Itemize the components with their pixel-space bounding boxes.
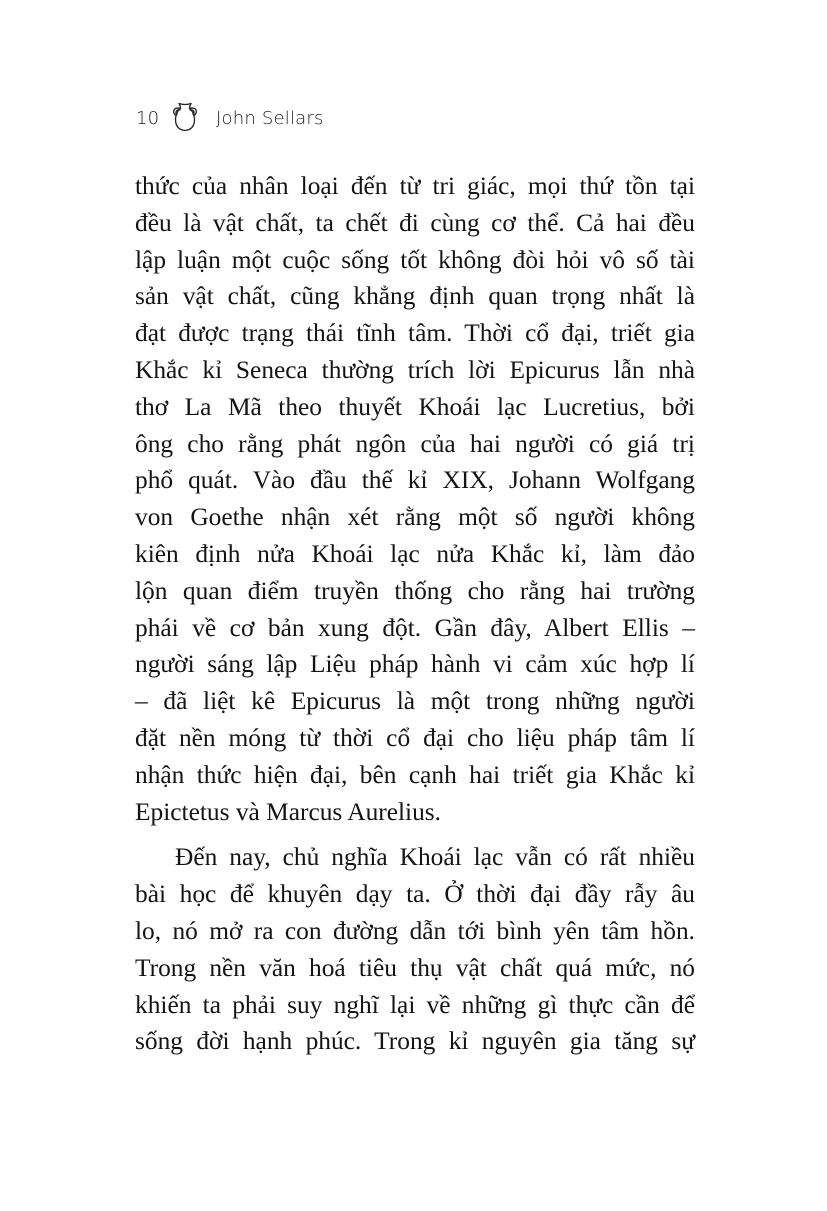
text-line: người sáng lập Liệu pháp hành vi cảm xúc hợp lí [135, 650, 695, 679]
page-number: 10 [136, 107, 160, 129]
text-line: Trong nền văn hoá tiêu thụ vật chất quá mức, nó [135, 953, 695, 982]
text-line: ông cho rằng phát ngôn của hai người có giá trị [135, 429, 695, 458]
text-line: đều là vật chất, ta chết đi cùng cơ thể. Cả hai đều [135, 208, 695, 237]
text-line: đạt được trạng thái tĩnh tâm. Thời cổ đại, triết gia [135, 319, 695, 348]
text-line: phổ quát. Vào đầu thế kỉ XIX, Johann Wolfgang [135, 466, 695, 495]
text-line: lộn quan điểm truyền thống cho rằng hai trường [135, 576, 695, 605]
text-line: thơ La Mã theo thuyết Khoái lạc Lucretius, bởi [135, 392, 695, 421]
text-line: sản vật chất, cũng khẳng định quan trọng nhất là [135, 282, 695, 311]
text-line: lập luận một cuộc sống tốt không đòi hỏi vô số tài [135, 245, 695, 274]
text-line: phái về cơ bản xung đột. Gần đây, Albert Ellis – [135, 613, 695, 642]
amphora-vase-icon [170, 101, 200, 133]
text-line: Đến nay, chủ nghĩa Khoái lạc vẫn có rất nhiều [175, 843, 695, 872]
text-line: – đã liệt kê Epicurus là một trong những người [135, 687, 695, 716]
text-line: Khắc kỉ Seneca thường trích lời Epicurus lẫn nhà [135, 355, 695, 384]
text-line: thức của nhân loại đến từ tri giác, mọi thứ tồn tại [135, 172, 695, 200]
text-line: von Goethe nhận xét rằng một số người không [135, 503, 695, 532]
text-line: khiến ta phải suy nghĩ lại về những gì thực cần để [135, 990, 695, 1019]
text-line: Epictetus và Marcus Aurelius. [135, 797, 442, 826]
body-text [135, 168, 695, 1060]
text-line: sống đời hạnh phúc. Trong kỉ nguyên gia tăng sự [135, 1027, 695, 1056]
text-line: lo, nó mở ra con đường dẫn tới bình yên tâm hồn. [135, 916, 695, 945]
running-header [136, 100, 324, 136]
text-line: nhận thức hiện đại, bên cạnh hai triết gia Khắc kỉ [135, 760, 695, 789]
author-name: John Sellars [216, 107, 324, 129]
paragraph-1 [135, 168, 695, 830]
text-line: kiên định nửa Khoái lạc nửa Khắc kỉ, làm đảo [135, 539, 695, 568]
text-line: bài học để khuyên dạy ta. Ở thời đại đầy rẫy âu [135, 880, 695, 909]
paragraph-2 [135, 839, 695, 1060]
text-line: đặt nền móng từ thời cổ đại cho liệu pháp tâm lí [135, 723, 695, 752]
